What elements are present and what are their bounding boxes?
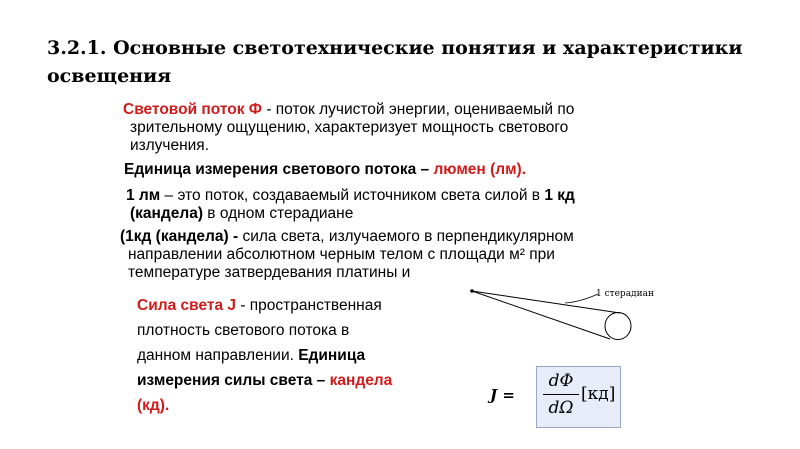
steradian-label: 1 стерадиан <box>596 289 654 299</box>
candela-text-3: температуре затвердевания платины и <box>128 264 411 280</box>
fraction-bar <box>543 394 579 395</box>
intensity-text-4: измерения силы света – <box>137 372 330 389</box>
flux-unit-name: люмен (лм). <box>433 161 527 178</box>
luminous-intensity-definition <box>137 293 447 418</box>
lumen-term: 1 лм <box>126 187 161 204</box>
formula-fraction <box>543 371 579 418</box>
cone-edge-lower <box>472 291 610 339</box>
lumen-candela-value: 1 кд <box>544 187 575 204</box>
intensity-text-3: данном направлении. <box>137 347 299 364</box>
luminous-flux-text-1: - поток лучистой энергии, оцениваемый по <box>262 101 575 118</box>
intensity-unit-name: кандела <box>329 372 393 389</box>
candela-definition <box>120 228 680 280</box>
intensity-text-1: - пространственная <box>240 297 382 314</box>
formula-lhs: J = <box>490 386 515 404</box>
luminous-flux-definition <box>123 101 683 155</box>
flux-unit-line <box>124 161 684 179</box>
lumen-text-2: в одном стерадиане <box>203 205 354 222</box>
intensity-unit-label: Единица <box>298 347 366 364</box>
label-leader-line <box>565 294 598 303</box>
luminous-flux-term: Световой поток Ф <box>123 101 263 118</box>
title-line-1: 3.2.1. Основные светотехнические понятия и характеристики <box>47 37 743 59</box>
luminous-flux-text-3: излучения. <box>130 137 209 154</box>
formula-denominator: dΩ <box>548 398 574 418</box>
formula-numerator: dΦ <box>548 371 574 391</box>
candela-text-2: направлении абсолютном черным телом с площади м² при <box>128 246 555 263</box>
intensity-term: Сила света J <box>137 297 241 314</box>
candela-text-1: сила света, излучаемого в перпендикулярном <box>242 228 574 245</box>
candela-term: (1кд (кандела) - <box>120 228 243 245</box>
intensity-text-2: плотность светового потока в <box>137 322 350 339</box>
intensity-unit-abbrev: (кд). <box>137 397 170 414</box>
flux-unit-text: Единица измерения светового потока – <box>124 161 434 178</box>
lumen-definition <box>126 187 686 223</box>
formula-unit: [кд] <box>581 384 616 404</box>
title-line-2: освещения <box>47 65 172 87</box>
lumen-text: – это поток, создаваемый источником света силой в <box>160 187 545 204</box>
slide-title <box>47 34 767 90</box>
lumen-candela-word: (кандела) <box>130 205 203 222</box>
cone-base-ellipse <box>605 313 631 340</box>
luminous-flux-text-2: зрительному ощущению, характеризует мощность светового <box>130 119 569 136</box>
intensity-formula <box>536 366 621 428</box>
